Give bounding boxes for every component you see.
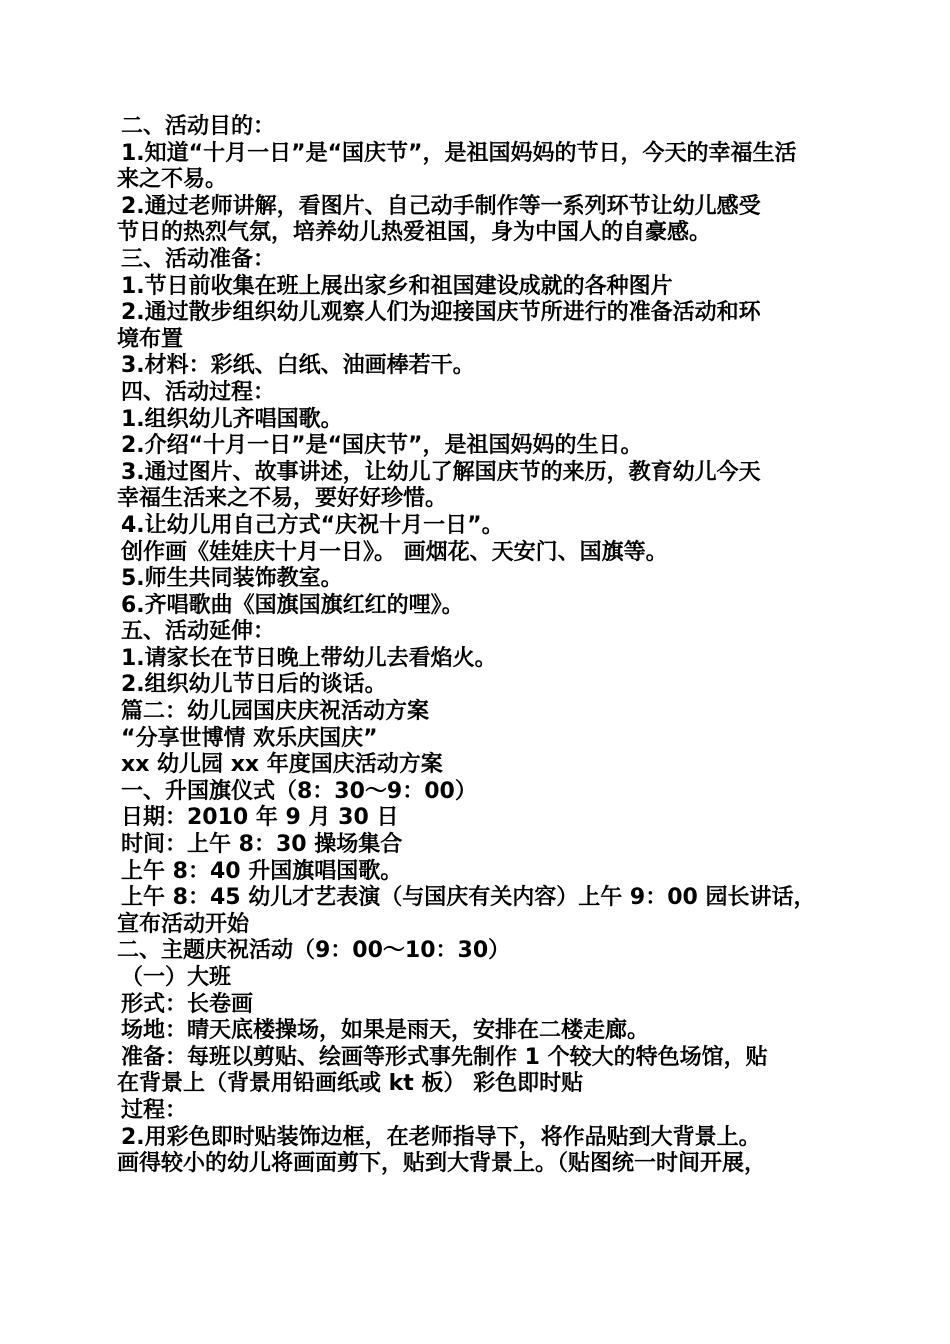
text-line: 过程： <box>121 1097 188 1123</box>
text-line: 3.材料：彩纸、白纸、油画棒若干。 <box>121 353 475 379</box>
document-body <box>117 114 837 1178</box>
text-line: 时间：上午 8：30 操场集合 <box>121 832 403 858</box>
text-line: 1.组织幼儿齐唱国歌。 <box>121 406 343 432</box>
text-line: 2.用彩色即时贴装饰边框，在老师指导下，将作品贴到大背景上。 <box>121 1124 761 1150</box>
text-line: 上午 8：40 升国旗唱国歌。 <box>121 858 403 884</box>
text-line: 境布置 <box>117 326 184 352</box>
section-heading: 一、升国旗仪式（8：30～9：00） <box>121 778 477 804</box>
slogan-line: “分享世博情 欢乐庆国庆” <box>121 725 378 751</box>
subsection-heading: （一）大班 <box>121 965 232 990</box>
section-heading: 五、活动延伸： <box>121 619 276 645</box>
text-line: 来之不易。 <box>117 167 228 193</box>
text-line: 2.通过老师讲解，看图片、自己动手制作等一系列环节让幼儿感受 <box>121 193 761 219</box>
text-line: 宣布活动开始 <box>117 911 250 937</box>
text-line: 场地：晴天底楼操场，如果是雨天，安排在二楼走廊。 <box>121 1018 650 1044</box>
text-line: 幸福生活来之不易，要好好珍惜。 <box>117 486 448 512</box>
text-line: 2.组织幼儿节日后的谈话。 <box>121 672 387 698</box>
text-line: 日期：2010 年 9 月 30 日 <box>121 805 399 831</box>
text-line: 准备：每班以剪贴、绘画等形式事先制作 1 个较大的特色场馆，贴 <box>121 1044 768 1070</box>
text-line: 1.知道“十月一日”是“国庆节”，是祖国妈妈的节日，今天的幸福生活 <box>121 140 797 166</box>
text-line: 3.通过图片、故事讲述，让幼儿了解国庆节的来历，教育幼儿今天 <box>121 459 761 485</box>
section-heading: 二、主题庆祝活动（9：00～10：30） <box>117 938 511 964</box>
text-line: 2.通过散步组织幼儿观察人们为迎接国庆节所进行的准备活动和环 <box>121 300 761 326</box>
text-line: 5.师生共同装饰教室。 <box>121 566 343 592</box>
text-line: 6.齐唱歌曲《国旗国旗红红的哩》。 <box>121 592 464 618</box>
text-line: 创作画《娃娃庆十月一日》。 画烟花、天安门、国旗等。 <box>121 539 668 565</box>
text-line: 1.请家长在节日晚上带幼儿去看焰火。 <box>121 645 497 671</box>
text-line: 4.让幼儿用自己方式“庆祝十月一日”。 <box>121 512 504 538</box>
text-line: 2.介绍“十月一日”是“国庆节”，是祖国妈妈的生日。 <box>121 433 643 459</box>
chapter-heading: 篇二：幼儿园国庆庆祝活动方案 <box>121 699 430 725</box>
text-line: 上午 8：45 幼儿才艺表演（与国庆有关内容）上午 9：00 园长讲话， <box>121 885 816 911</box>
text-line: 形式：长卷画 <box>121 991 254 1017</box>
section-heading: 二、活动目的： <box>121 114 276 139</box>
text-line: 画得较小的幼儿将画面剪下，贴到大背景上。（贴图统一时间开展， <box>117 1151 767 1177</box>
section-heading: 四、活动过程： <box>121 379 276 405</box>
text-line: 1.节日前收集在班上展出家乡和祖国建设成就的各种图片 <box>121 273 673 299</box>
section-heading: 三、活动准备： <box>121 246 276 272</box>
text-line: 节日的热烈气氛，培养幼儿热爱祖国，身为中国人的自豪感。 <box>117 220 712 246</box>
text-line: 在背景上（背景用铅画纸或 kt 板） 彩色即时贴 <box>117 1071 584 1097</box>
plan-title: xx 幼儿园 xx 年度国庆活动方案 <box>121 752 443 778</box>
